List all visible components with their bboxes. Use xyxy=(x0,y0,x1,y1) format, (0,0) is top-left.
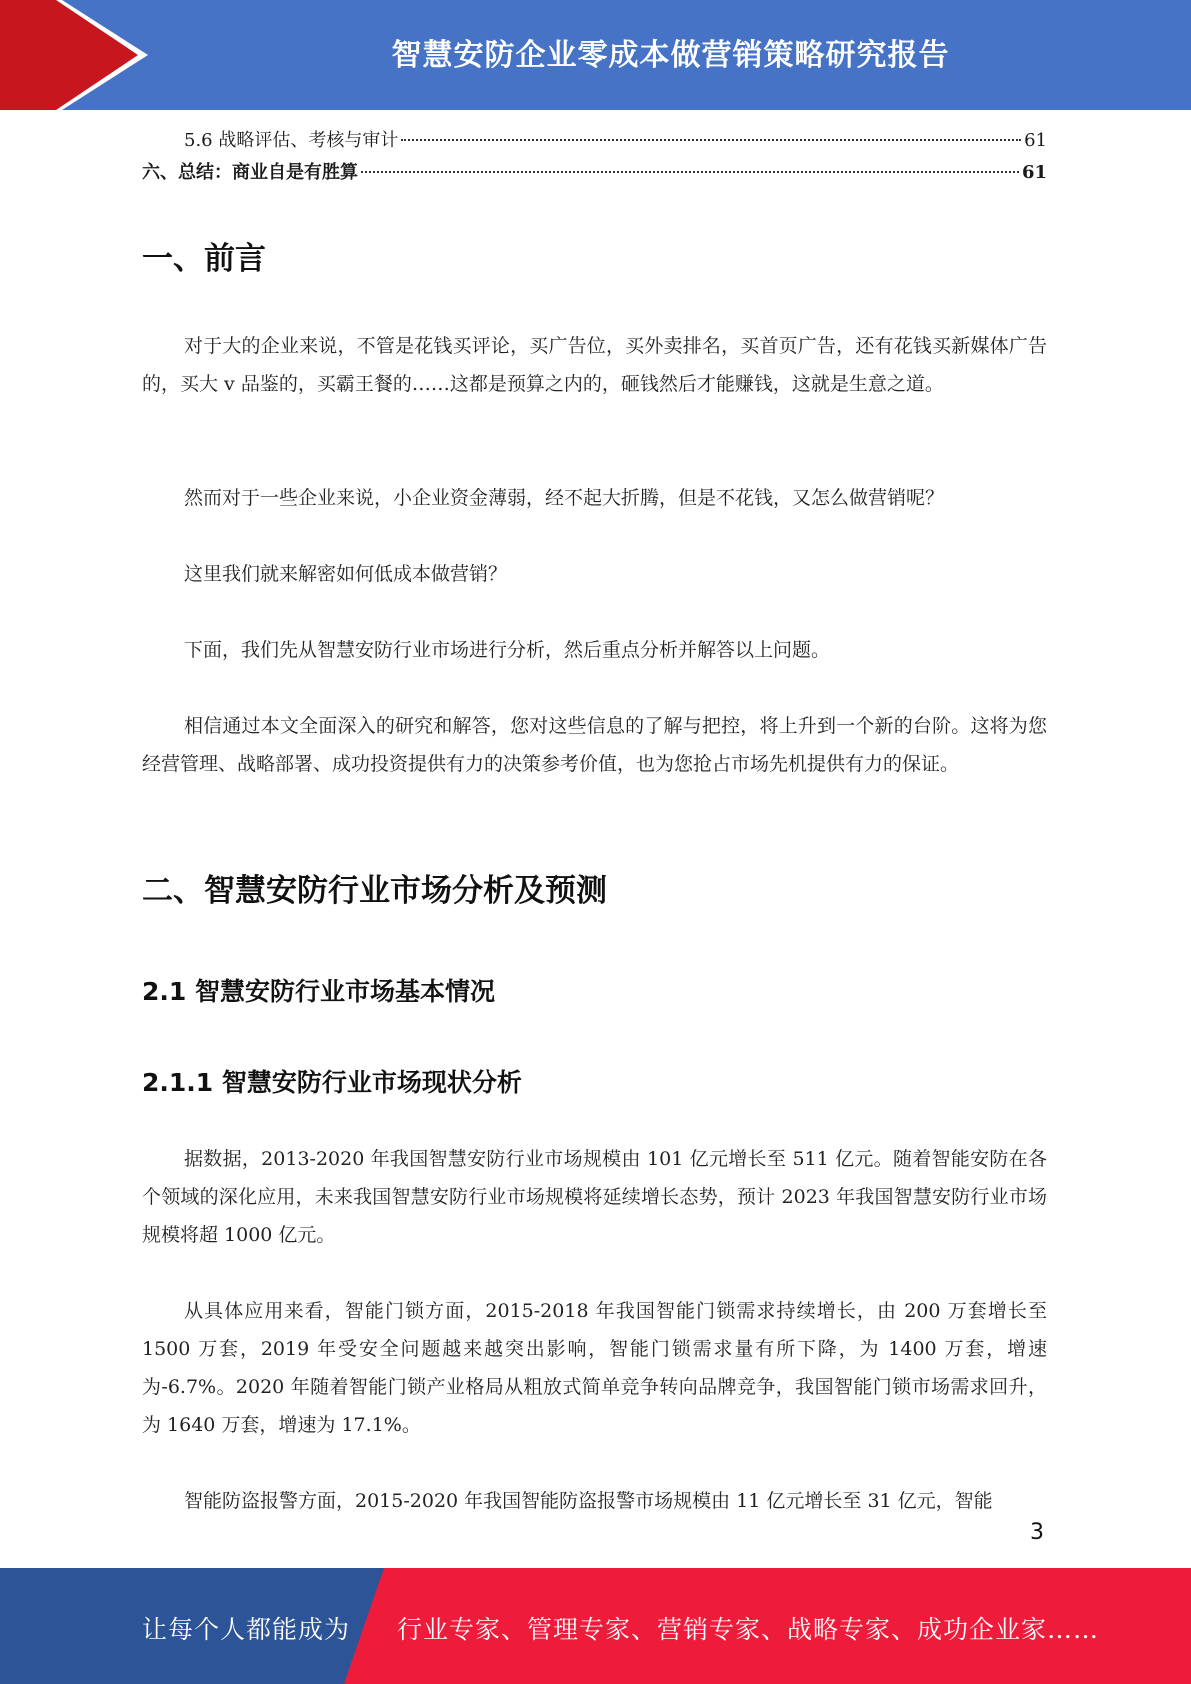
toc-entry-page: 61 xyxy=(1024,130,1047,151)
footer-slogan-right: 行业专家、管理专家、营销专家、战略专家、成功企业家…… xyxy=(397,1615,1100,1644)
paragraph: 下面，我们先从智慧安防行业市场进行分析，然后重点分析并解答以上问题。 xyxy=(184,639,831,661)
toc-entry-label: 5.6 战略评估、考核与审计 xyxy=(184,130,399,151)
paragraph: 然而对于一些企业来说，小企业资金薄弱，经不起大折腾，但是不花钱，又怎么做营销呢？ xyxy=(184,487,945,509)
section-heading-market-analysis: 二、智慧安防行业市场分析及预测 xyxy=(142,873,607,909)
toc-entry[interactable] xyxy=(142,127,1047,159)
footer-slogan-left: 让每个人都能成为 xyxy=(142,1615,351,1644)
toc-entry-page: 61 xyxy=(1021,162,1047,183)
table-of-contents xyxy=(142,127,1047,191)
page-number: 3 xyxy=(1030,1520,1044,1545)
toc-leader-dots xyxy=(401,139,1021,141)
toc-entry[interactable] xyxy=(142,159,1047,191)
paragraph: 据数据，2013-2020 年我国智慧安防行业市场规模由 101 亿元增长至 511 亿元。随着智能安防在各个领域的深化应用，未来我国智慧安防行业市场规模将延续增长态势，预计 2023 年我国智慧安防行业市场规模将超 1000 亿元。 xyxy=(142,1148,1047,1246)
subsubsection-heading: 2.1.1 智慧安防行业市场现状分析 xyxy=(142,1068,522,1097)
paragraph: 智能防盗报警方面，2015-2020 年我国智能防盗报警市场规模由 11 亿元增长至 31 亿元，智能 xyxy=(184,1490,993,1512)
paragraph: 从具体应用来看，智能门锁方面，2015-2018 年我国智能门锁需求持续增长，由 200 万套增长至 1500 万套，2019 年受安全问题越来越突出影响，智能门锁需求量有所下降，为 1400 万套，增速为-6.7%。2020 年随着智能门锁产业格局从粗放式简单竞争转向品牌竞争，我国智能门锁市场需求回升，为 1640 万套，增速为 17.1%。 xyxy=(142,1300,1047,1436)
page-footer xyxy=(0,1568,1191,1684)
page-header xyxy=(0,0,1191,110)
paragraph: 相信通过本文全面深入的研究和解答，您对这些信息的了解与把控，将上升到一个新的台阶。这将为您经营管理、战略部署、成功投资提供有力的决策参考价值，也为您抢占市场先机提供有力的保证。 xyxy=(142,715,1047,775)
header-title: 智慧安防企业零成本做营销策略研究报告 xyxy=(391,38,950,73)
paragraph: 对于大的企业来说，不管是花钱买评论，买广告位，买外卖排名，买首页广告，还有花钱买新媒体广告的，买大 v 品鉴的，买霸王餐的……这都是预算之内的，砸钱然后才能赚钱，这就是生意之道。 xyxy=(142,335,1047,395)
toc-entry-label: 六、总结：商业自是有胜算 xyxy=(142,162,358,183)
toc-leader-dots xyxy=(361,171,1019,173)
paragraph: 这里我们就来解密如何低成本做营销？ xyxy=(184,563,508,585)
section-heading-preface: 一、前言 xyxy=(142,241,266,277)
subsection-heading: 2.1 智慧安防行业市场基本情况 xyxy=(142,977,495,1006)
